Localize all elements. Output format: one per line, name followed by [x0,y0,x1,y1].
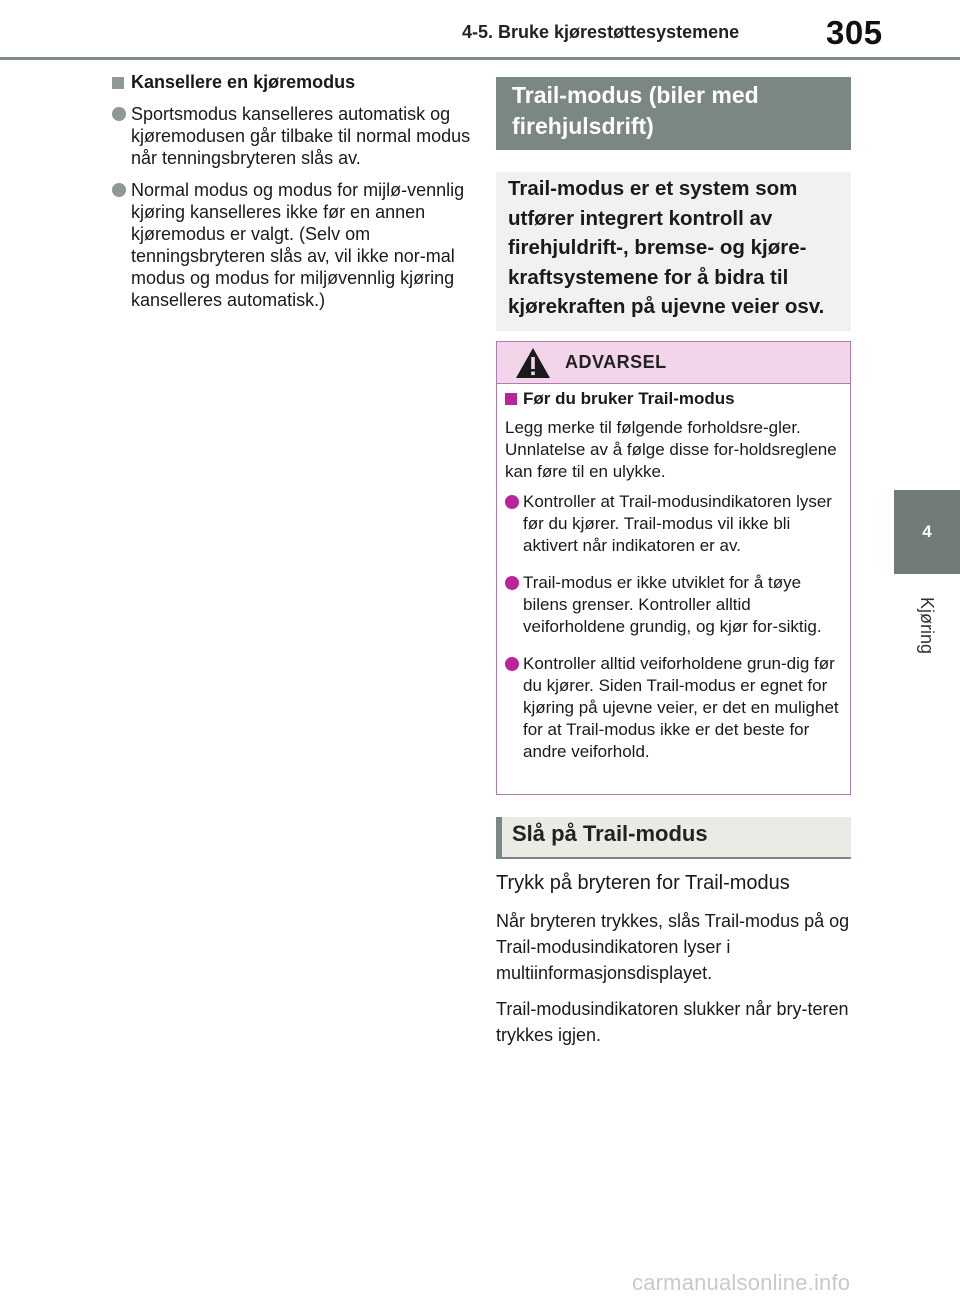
header-rule [0,57,960,60]
chapter-label: Kjøring [917,596,938,654]
warning-list-item-text: Kontroller alltid veiforholdene grun-dig før du kjører. Siden Trail-modus er egnet for kjøring på ujevne veier, er det en mulighet for at Trail-modus ikke er det beste for andre veiforhold. [523,654,839,761]
section-title: Trail-modus (biler med firehjulsdrift) [496,77,851,150]
warning-list-item-text: Kontroller at Trail-modusindikatoren lyser før du kjører. Trail-modus vil ikke bli aktivert når indikatoren er av. [523,492,832,555]
round-bullet-icon [505,657,519,671]
page-number: 305 [826,14,883,51]
left-subheading-text: Kansellere en kjøremodus [131,72,356,92]
list-item-text: Normal modus og modus for mijlø-vennlig kjøring kanselleres ikke før en annen kjøremodus er valgt. (Selv om tenningsbryteren slås av, vil ikke nor-mal modus og modus for miljøvennlig kjøring kanselleres automatisk.) [131,180,465,310]
chapter-label-container [894,585,960,665]
warning-list-item [505,491,840,557]
paragraph-2: Trail-modusindikatoren slukker når bry-teren trykkes igjen. [496,999,849,1045]
warning-box [496,341,851,795]
watermark: carmanualsonline.info [632,1270,851,1295]
round-bullet-icon [505,576,519,590]
chapter-tab [894,490,960,574]
chapter-number: 4 [922,522,932,541]
list-item [112,179,472,311]
left-column [112,72,472,321]
left-subheading [112,72,472,93]
round-bullet-icon [112,107,126,121]
paragraph-1: Når bryteren trykkes, slås Trail-modus på og Trail-modusindikatoren lyser i multiinformasjonsdisplayet. [496,911,850,983]
intro-box: Trail-modus er et system som utfører integrert kontroll av firehjuldrift-, bremse- og kjøre-kraftsystemene for å bidra til kjørekraften på ujevne veier osv. [496,172,851,331]
section-header: 4-5. Bruke kjørestøttesystemene [462,22,740,42]
section2-title: Slå på Trail-modus [496,817,851,859]
round-bullet-icon [112,183,126,197]
list-item [112,103,472,169]
list-item-text: Sportsmodus kanselleres automatisk og kjøremodusen går tilbake til normal modus når tenningsbryteren slås av. [131,104,471,168]
round-bullet-icon [505,495,519,509]
warning-list-item [505,572,840,638]
warning-text: Legg merke til følgende forholdsre-gler. Unnlatelse av å følge disse for-holdsreglene kan føre til en ulykke. [505,418,837,481]
warning-triangle-icon [515,347,551,379]
lead-instruction: Trykk på bryteren for Trail-modus [496,872,790,894]
warning-title: ADVARSEL [565,352,667,372]
warning-body [497,384,850,763]
square-bullet-icon [505,393,517,405]
square-bullet-icon [112,77,124,89]
warning-header [497,342,850,384]
warning-subheading [505,389,840,409]
warning-list-item [505,653,840,763]
warning-subheading-text: Før du bruker Trail-modus [523,389,735,408]
warning-list-item-text: Trail-modus er ikke utviklet for å tøye bilens grenser. Kontroller alltid veiforholdene grundig, og kjør for-siktig. [523,573,822,636]
